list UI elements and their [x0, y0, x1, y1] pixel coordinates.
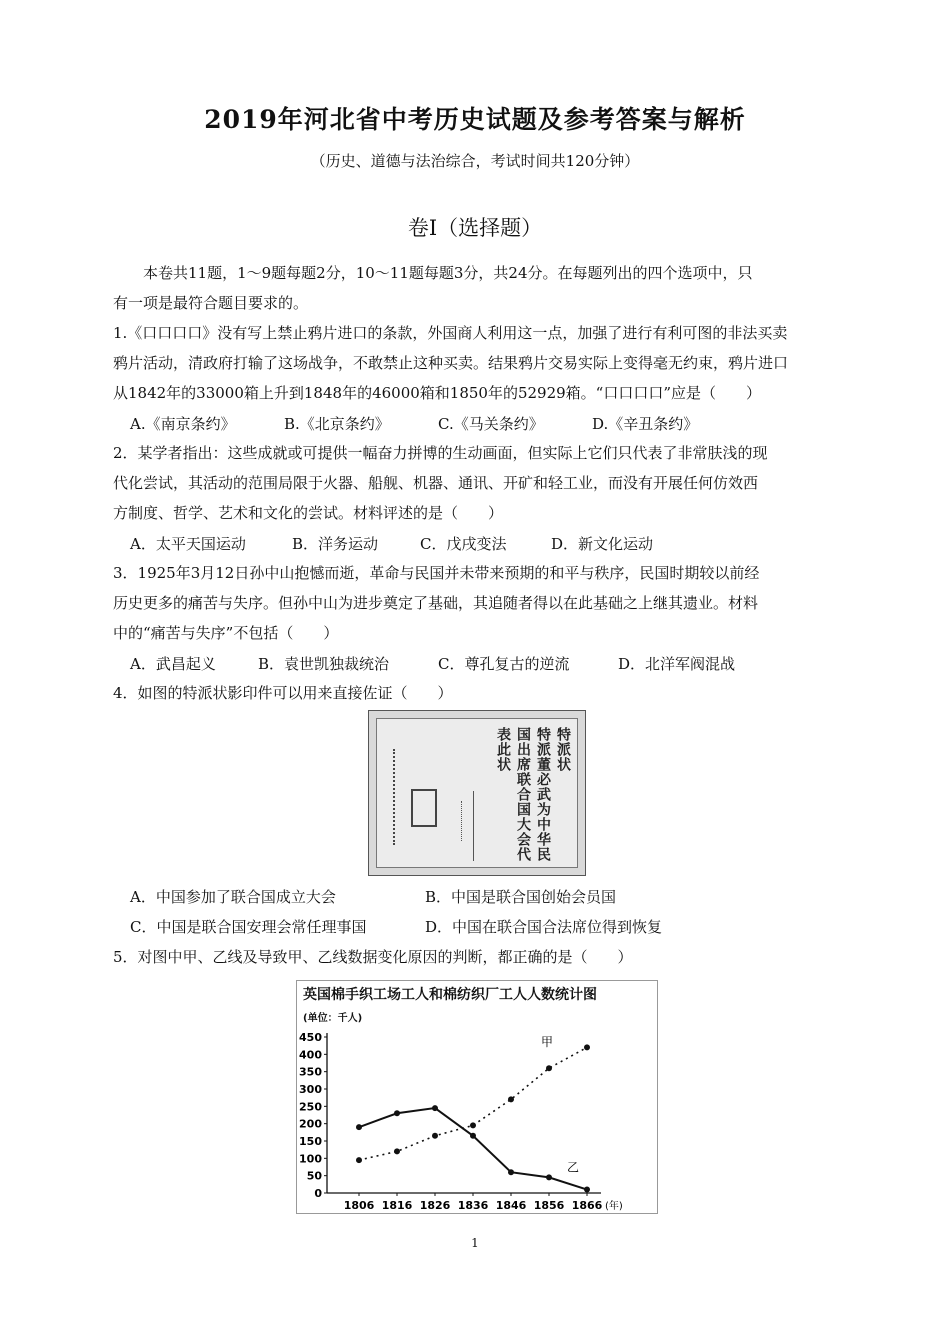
question-3-options — [0, 653, 950, 677]
question-3-line: 中的“痛苦与失序”不包括（ ） — [113, 624, 339, 642]
document-text-column: 特派董必武为中华民 — [535, 727, 551, 862]
document-heading: 特派状 — [555, 727, 571, 772]
option-d: D．中国在联合国合法席位得到恢复 — [425, 918, 663, 936]
x-axis-unit: (年) — [605, 1201, 623, 1212]
series-name-label: 乙 — [567, 1160, 580, 1175]
question-2-line: 代化尝试，其活动的范围局限于火器、船舰、机器、通讯、开矿和轻工业，而没有开展任何仿效西 — [113, 474, 759, 492]
option-c: C．中国是联合国安理会常任理事国 — [130, 918, 367, 936]
page-number: 1 — [471, 1236, 479, 1250]
option-a: A．中国参加了联合国成立大会 — [130, 888, 336, 906]
question-1-line: 1.《口口口口》没有写上禁止鸦片进口的条款，外国商人利用这一点，加强了进行有利可图的非法买卖 — [113, 324, 788, 342]
data-point — [356, 1124, 362, 1130]
data-point — [508, 1169, 514, 1175]
option-a: A．太平天国运动 — [130, 535, 246, 553]
data-point — [584, 1187, 590, 1193]
question-2-line: 2．某学者指出：这些成就或可提供一幅奋力拼博的生动画面，但实际上它们只代表了非常肤浅的现 — [113, 444, 768, 462]
data-point — [470, 1122, 476, 1128]
data-point — [432, 1105, 438, 1111]
question-5-line: 5．对图中甲、乙线及导致甲、乙线数据变化原因的判断，都正确的是（ ） — [113, 948, 633, 966]
intro-paragraph — [113, 258, 838, 318]
signature-mark — [461, 801, 462, 841]
option-a: A.《南京条约》 — [130, 415, 236, 433]
special-appointment-document-image — [368, 710, 586, 876]
data-point — [356, 1157, 362, 1163]
y-tick-label: 300 — [299, 1083, 322, 1096]
question-1-options — [0, 413, 950, 437]
question-2 — [113, 438, 838, 528]
chart-plot — [297, 981, 657, 1213]
question-4-options-2 — [0, 916, 950, 940]
question-1 — [113, 318, 838, 408]
data-point — [546, 1065, 552, 1071]
page-subtitle: （历史、道德与法治综合，考试时间共120分钟） — [310, 152, 640, 170]
question-3-line: 3．1925年3月12日孙中山抱憾而逝，革命与民国并未带来预期的和平与秩序，民国时期较以前经 — [113, 564, 760, 582]
data-point — [584, 1044, 590, 1050]
y-tick-label: 100 — [299, 1152, 322, 1166]
x-tick-label: 1816 — [381, 1199, 413, 1212]
question-2-line: 方制度、哲学、艺术和文化的尝试。材料评述的是（ ） — [113, 504, 504, 522]
y-tick-label: 150 — [299, 1135, 322, 1148]
date-line-mark — [393, 749, 395, 845]
series-name-label: 甲 — [541, 1035, 554, 1050]
option-c: C．尊孔复古的逆流 — [438, 655, 570, 673]
question-3 — [113, 558, 838, 648]
question-4-line: 4．如图的特派状影印件可以用来直接佐证（ ） — [113, 684, 453, 702]
option-b: B．洋务运动 — [292, 535, 379, 553]
y-tick-label: 450 — [299, 1031, 322, 1044]
document-paper — [376, 718, 578, 868]
y-tick-label: 400 — [299, 1048, 322, 1062]
question-5 — [113, 942, 838, 972]
option-b: B．中国是联合国创始会员国 — [425, 888, 617, 906]
chart-title: 英国棉手织工场工人和棉纺织厂工人人数统计图 — [303, 987, 597, 1003]
data-point — [394, 1110, 400, 1116]
x-tick-label: 1866 — [571, 1199, 603, 1212]
y-tick-label: 50 — [306, 1169, 322, 1183]
intro-line: 有一项是最符合题目要求的。 — [113, 294, 309, 312]
option-a: A．武昌起义 — [130, 655, 216, 673]
document-text-column: 国出席联合国大会代 — [515, 727, 531, 862]
data-point — [432, 1133, 438, 1139]
option-c: C.《马关条约》 — [438, 415, 544, 433]
option-c: C．戊戌变法 — [420, 535, 507, 553]
data-point — [546, 1174, 552, 1180]
intro-line: 本卷共11题，1～9题每题2分，10～11题每题3分，共24分。在每题列出的四个选项中，只 — [113, 264, 753, 282]
y-tick-label: 200 — [299, 1117, 322, 1131]
option-b: B．袁世凯独裁统治 — [258, 655, 390, 673]
question-4-options — [0, 886, 950, 910]
data-point — [508, 1096, 514, 1102]
x-tick-label: 1846 — [495, 1199, 527, 1212]
worker-count-chart — [296, 980, 658, 1214]
y-tick-label: 250 — [299, 1100, 322, 1114]
x-tick-label: 1806 — [343, 1199, 375, 1212]
document-text-column: 表此状 — [495, 727, 511, 772]
question-1-line: 鸦片活动，清政府打输了这场战争，不敢禁止这种买卖。结果鸦片交易实际上变得毫无约束，鸦片进口 — [113, 354, 789, 372]
data-point — [394, 1148, 400, 1154]
y-tick-label: 350 — [299, 1065, 322, 1079]
option-d: D.《辛丑条约》 — [592, 415, 699, 433]
x-tick-label: 1826 — [419, 1199, 451, 1212]
question-3-line: 历史更多的痛苦与失序。但孙中山为进步奠定了基础，其追随者得以在此基础之上继其遗业。材料 — [113, 594, 759, 612]
chart-unit-label: (单位：千人) — [303, 1013, 363, 1024]
page-title: 2019年河北省中考历史试题及参考答案与解析 — [204, 105, 746, 134]
option-b: B.《北京条约》 — [284, 415, 390, 433]
official-seal — [411, 789, 437, 827]
option-d: D．新文化运动 — [551, 535, 654, 553]
x-tick-label: 1836 — [457, 1199, 489, 1212]
signature-mark — [473, 791, 474, 861]
option-d: D．北洋军阀混战 — [618, 655, 736, 673]
section-heading: 卷Ⅰ（选择题） — [407, 216, 543, 240]
question-1-line: 从1842年的33000箱上升到1848年的46000箱和1850年的52929箱。“口口口口”应是（ ） — [113, 384, 762, 402]
series-line-yi — [359, 1108, 587, 1189]
data-point — [470, 1133, 476, 1139]
question-4 — [113, 678, 838, 708]
series-line-jia — [359, 1047, 587, 1160]
y-tick-label: 0 — [314, 1187, 322, 1200]
x-tick-label: 1856 — [533, 1199, 565, 1212]
question-2-options — [0, 533, 950, 557]
